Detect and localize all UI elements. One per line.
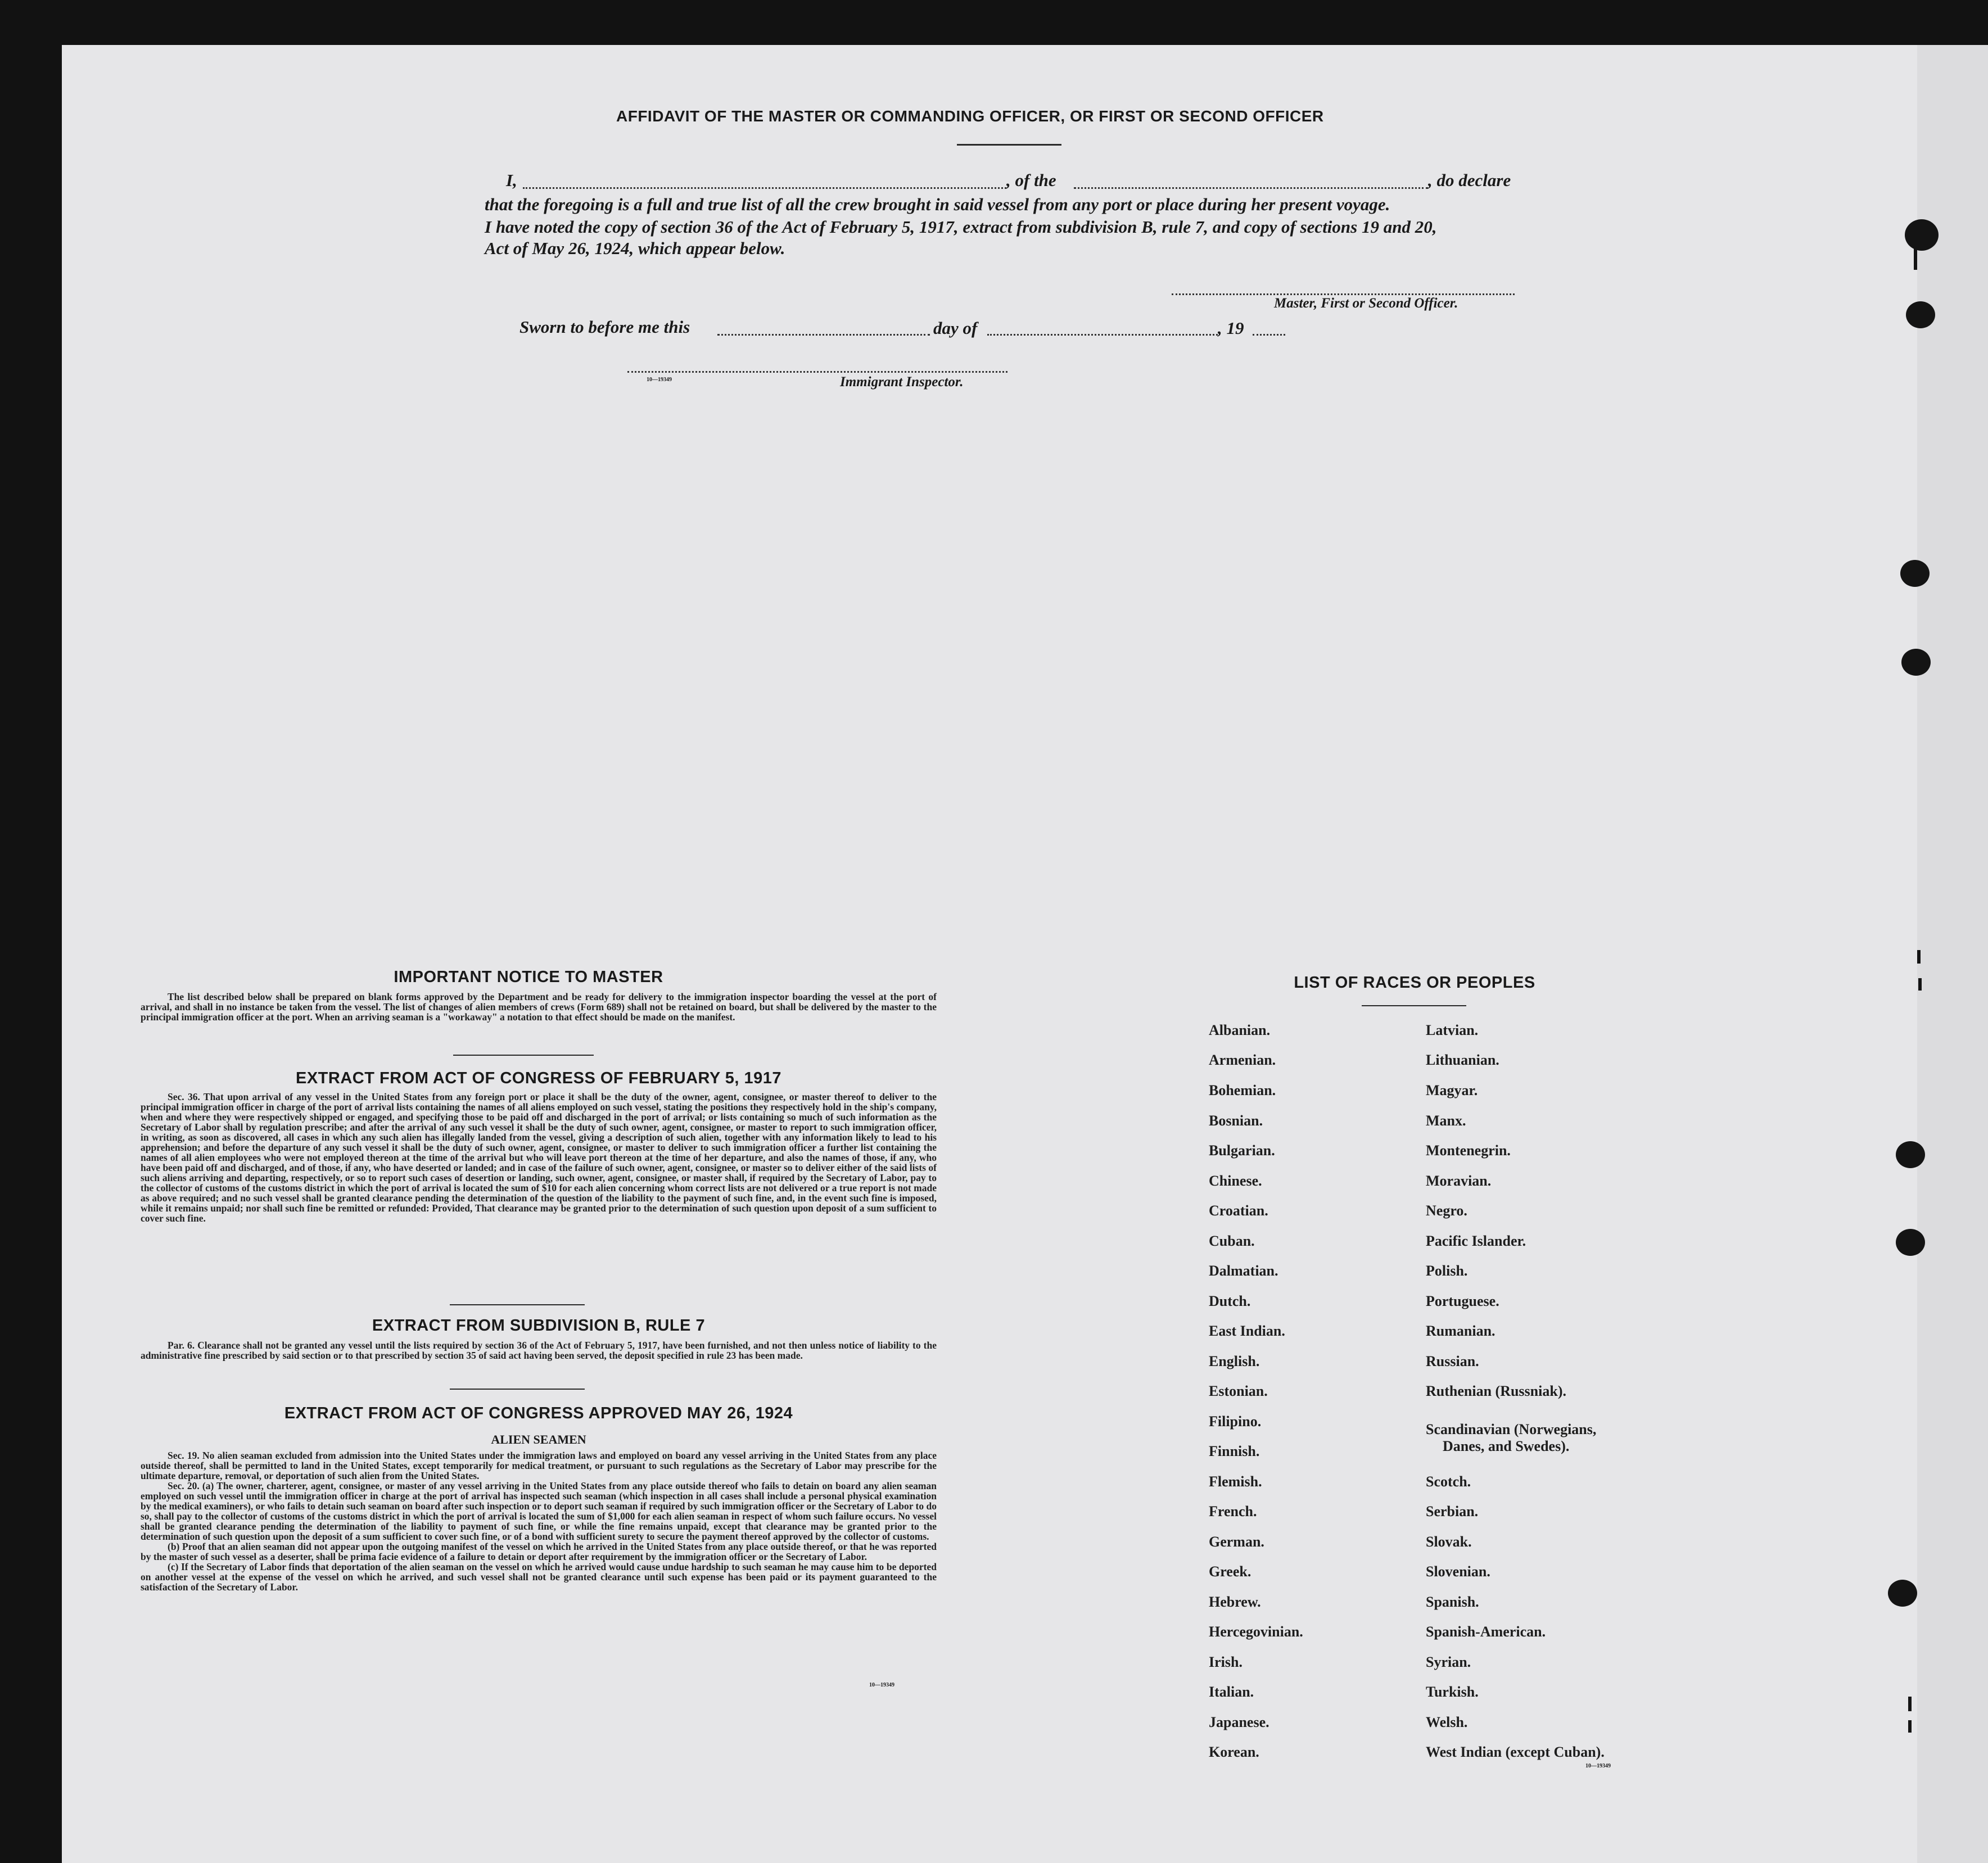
race-item: Montenegrin. — [1426, 1142, 1511, 1159]
race-item: Bohemian. — [1209, 1082, 1276, 1098]
declaration-line-3: Act of May 26, 1924, which appear below. — [485, 238, 785, 258]
race-item: Croatian. — [1209, 1202, 1268, 1219]
race-item: Welsh. — [1426, 1714, 1468, 1730]
officer-signature-field[interactable] — [1172, 293, 1515, 295]
inspector-label: Immigrant Inspector. — [840, 374, 964, 390]
race-item: Irish. — [1209, 1654, 1242, 1670]
section-20b-paragraph: (b) Proof that an alien seaman did not appear upon the outgoing manifest of the vessel on which he arrived in the United States from any place outside thereof, or that he was reported by the master of such vessel as a deserter, shall be prima facie evidence of a failure to detain or deport after requirement by the immigration officer or the Secretary of Labor. — [141, 1541, 937, 1562]
race-item: East Indian. — [1209, 1323, 1285, 1339]
race-item: Hercegovinian. — [1209, 1624, 1303, 1640]
race-item: Syrian. — [1426, 1654, 1471, 1670]
binder-hole — [1888, 1580, 1917, 1607]
race-item: Spanish. — [1426, 1594, 1479, 1610]
scan-mark — [1908, 1720, 1912, 1733]
race-item: Estonian. — [1209, 1383, 1268, 1399]
binder-hole — [1900, 560, 1930, 587]
race-item: English. — [1209, 1353, 1260, 1369]
binder-hole — [1905, 219, 1939, 251]
race-item: Portuguese. — [1426, 1293, 1499, 1309]
sworn-label: Sworn to before me this — [519, 317, 690, 337]
vessel-name-field[interactable] — [1074, 187, 1428, 189]
race-item: Lithuanian. — [1426, 1052, 1499, 1068]
sworn-year-field[interactable] — [1253, 334, 1285, 336]
race-item-continuation: Danes, and Swedes). — [1443, 1438, 1570, 1454]
binder-hole — [1906, 301, 1935, 328]
declaration-line-2: I have noted the copy of section 36 of the Act of February 5, 1917, extract from subdivision B, rule 7, and copy of sections 19 and 20, — [485, 217, 1437, 237]
race-item: Korean. — [1209, 1744, 1259, 1760]
race-item: Bulgarian. — [1209, 1142, 1275, 1159]
title-divider — [957, 144, 1061, 146]
form-number: 10—19349 — [869, 1682, 894, 1688]
race-item: Moravian. — [1426, 1173, 1492, 1189]
affidavit-title: AFFIDAVIT OF THE MASTER OR COMMANDING OFFICER, OR FIRST OR SECOND OFFICER — [616, 107, 1324, 125]
races-divider — [1362, 1005, 1466, 1006]
notice-paragraph: The list described below shall be prepared on blank forms approved by the Department and be ready for delivery to the immigration inspector boarding the vessel at the port of arrival, and shall in no instance be taken from the vessel. The list of changes of alien members of crews (Form 689) shall not be retained on board, but shall be delivered by the master to the principal immigration officer at the port. When an arriving seaman is a "workaway" a notation to that effect should be made on the manifest. — [141, 991, 937, 1023]
scan-mark — [1918, 978, 1922, 991]
races-right-column — [1426, 1022, 1673, 1764]
day-of-label: day of — [933, 318, 978, 338]
declarant-label: I, — [506, 170, 517, 190]
rule-7-title: EXTRACT FROM SUBDIVISION B, RULE 7 — [372, 1317, 706, 1335]
section-divider — [450, 1389, 585, 1390]
inspector-signature-field[interactable] — [627, 371, 1007, 373]
race-item: Cuban. — [1209, 1233, 1255, 1249]
race-item: Greek. — [1209, 1563, 1251, 1580]
rule-7-paragraph: Par. 6. Clearance shall not be granted any vessel until the lists required by section 36 of the Act of February 5, 1917, have been furnished, and not then unless notice of liability to the administrative fine prescribed by said section or to that prescribed by section 35 of said act having been served, the deposit specified in rule 23 has been made. — [141, 1340, 937, 1361]
race-item: Japanese. — [1209, 1714, 1269, 1730]
race-item: Spanish-American. — [1426, 1624, 1546, 1640]
race-item: Russian. — [1426, 1353, 1479, 1369]
declaration-line-1: that the foregoing is a full and true list of all the crew brought in said vessel from any port or place during her present voyage. — [485, 195, 1390, 214]
scan-mark — [1908, 1697, 1912, 1711]
section-36-paragraph: Sec. 36. That upon arrival of any vessel in the United States from any foreign port or place it shall be the duty of the owner, agent, consignee, or master thereof to deliver to the principal immigration officer in charge of the port of arrival lists containing the names of all aliens employed on such vessel, stating the positions they respectively hold in the ship's company, when and where they were respectively shipped or engaged, and specifying those to be paid off and discharged in the port of arrival; or lists containing so much of such information as the Secretary of Labor shall by regulation prescribe; and after the arrival of any such vessel it shall be the duty of such owner, agent, consignee, or master to report to such immigration officer, in writing, as soon as discovered, all cases in which any such alien has illegally landed from the vessel, giving a description of such alien, together with any information likely to lead to his apprehension; and before the departure of any such vessel it shall be the duty of such owner, agent, consignee, or master to deliver to such immigration officer a further list containing the names of all alien employees who were not employed thereon at the time of the arrival but who will leave port thereon at the time of her departure, and also the names of those, if any, who have been paid off and discharged, and of those, if any, who have deserted or landed; and in case of the failure of such owner, agent, consignee, or master so to deliver either of the said lists of such aliens arriving and departing, respectively, or so to report such cases of desertion or landing, such owner, agent, consignee, or master shall, if required by the Secretary of Labor, pay to the collector of customs of the customs district in which the port of arrival is located the sum of $10 for each alien concerning whom correct lists are not delivered or a true report is not made as above required; and no such vessel shall be granted clearance pending the determination of the question of the liability to the payment of such fine, and, in the event such fine is imposed, while it remains unpaid; nor shall such fine be remitted or refunded: Provided, That clearance may be granted prior to the determination of such question upon deposit of a sum sufficient to cover such fine. — [141, 1091, 937, 1224]
race-item: Slovak. — [1426, 1534, 1472, 1550]
races-left-column — [1209, 1022, 1400, 1764]
alien-seamen-subtitle: ALIEN SEAMEN — [491, 1432, 586, 1446]
race-item: Italian. — [1209, 1684, 1254, 1700]
vessel-label: , of the — [1006, 170, 1056, 190]
race-item: Negro. — [1426, 1202, 1467, 1219]
race-item: Dutch. — [1209, 1293, 1251, 1309]
race-item: Manx. — [1426, 1113, 1466, 1129]
race-item: Flemish. — [1209, 1473, 1262, 1490]
race-item: Dalmatian. — [1209, 1263, 1278, 1279]
race-item: Armenian. — [1209, 1052, 1276, 1068]
race-item: Turkish. — [1426, 1684, 1479, 1700]
section-divider — [450, 1304, 585, 1305]
binder-hole — [1896, 1141, 1925, 1168]
race-item: Albanian. — [1209, 1022, 1271, 1038]
race-item: West Indian (except Cuban). — [1426, 1744, 1605, 1760]
declarant-name-field[interactable] — [523, 187, 1006, 189]
race-item: Hebrew. — [1209, 1594, 1261, 1610]
race-item: Bosnian. — [1209, 1113, 1263, 1129]
race-item: Serbian. — [1426, 1503, 1479, 1520]
race-item: Scandinavian (Norwegians, — [1426, 1421, 1597, 1437]
race-item: Filipino. — [1209, 1413, 1262, 1430]
declare-label: , do declare — [1428, 170, 1511, 190]
section-20c-paragraph: (c) If the Secretary of Labor finds that deportation of the alien seaman on the vessel on which he arrived would cause undue hardship to such seaman he may cause him to be deported on another vessel at the expense of the vessel on which he arrived, and such vessel shall not be granted clearance until such expense has been paid or its payment guaranteed to the satisfaction of the Secretary of Labor. — [141, 1561, 937, 1593]
section-divider — [453, 1055, 594, 1056]
form-number: 10—19349 — [1585, 1763, 1611, 1769]
race-item: Ruthenian (Russniak). — [1426, 1383, 1566, 1399]
binder-hole — [1901, 649, 1931, 676]
section-20a-paragraph: Sec. 20. (a) The owner, charterer, agent, consignee, or master of any vessel arriving in the United States from any place outside thereof who fails to detain on board any alien seaman employed on such vessel until the immigration officer in charge at the port of arrival has inspected such seaman (which inspection in all cases shall include a personal physical examination by the medical examiners), or who fails to detain such seaman on board after such inspection or to deport such seaman if required by such immigration officer or the Secretary of Labor to do so, shall pay to the collector of customs of the customs district in which the port of arrival is located the sum of $1,000 for each alien seaman in respect of whom such failure occurs. No vessel shall be granted clearance pending the determination of the liability to payment of such fine, or while the fine remains unpaid, except that clearance may be granted prior to the determination of such question upon the deposit of a sum sufficient to cover such fine, or of a bond with sufficient surety to secure the payment thereof approved by the collector of customs. — [141, 1480, 937, 1542]
sworn-month-field[interactable] — [987, 334, 1218, 336]
act-1924-title: EXTRACT FROM ACT OF CONGRESS APPROVED MAY 26, 1924 — [284, 1404, 793, 1422]
act-1924-text — [141, 1450, 937, 1592]
race-item: Polish. — [1426, 1263, 1468, 1279]
scan-mark — [1917, 950, 1921, 964]
race-item: Slovenian. — [1426, 1563, 1490, 1580]
race-item: Magyar. — [1426, 1082, 1478, 1098]
rule-7-text — [141, 1340, 937, 1360]
section-19-paragraph: Sec. 19. No alien seaman excluded from admission into the United States under the immigration laws and employed on board any vessel arriving in the United States from any place outside thereof, shall be permitted to land in the United States, except temporarily for medical treatment, or pursuant to such regulations as the Secretary of Labor may prescribe for the ultimate departure, removal, or deportation of such alien from the United States. — [141, 1450, 937, 1481]
race-item: Finnish. — [1209, 1443, 1260, 1459]
year-label: , 19 — [1218, 318, 1244, 338]
scan-mark — [1914, 247, 1917, 270]
race-item: French. — [1209, 1503, 1257, 1520]
race-item: Scotch. — [1426, 1473, 1471, 1490]
race-item: German. — [1209, 1534, 1264, 1550]
race-item: Chinese. — [1209, 1173, 1262, 1189]
sworn-date-field[interactable] — [717, 334, 930, 336]
notice-text — [141, 992, 937, 1022]
race-item: Latvian. — [1426, 1022, 1479, 1038]
officer-signature-label: Master, First or Second Officer. — [1274, 296, 1458, 311]
notice-title: IMPORTANT NOTICE TO MASTER — [394, 968, 663, 986]
act-1917-text — [141, 1092, 937, 1223]
form-number: 10—19349 — [647, 377, 672, 383]
binder-hole — [1896, 1229, 1925, 1256]
races-title: LIST OF RACES OR PEOPLES — [1294, 974, 1535, 992]
act-1917-title: EXTRACT FROM ACT OF CONGRESS OF FEBRUARY 5, 1917 — [295, 1069, 782, 1087]
race-item: Pacific Islander. — [1426, 1233, 1526, 1249]
race-item: Rumanian. — [1426, 1323, 1495, 1339]
